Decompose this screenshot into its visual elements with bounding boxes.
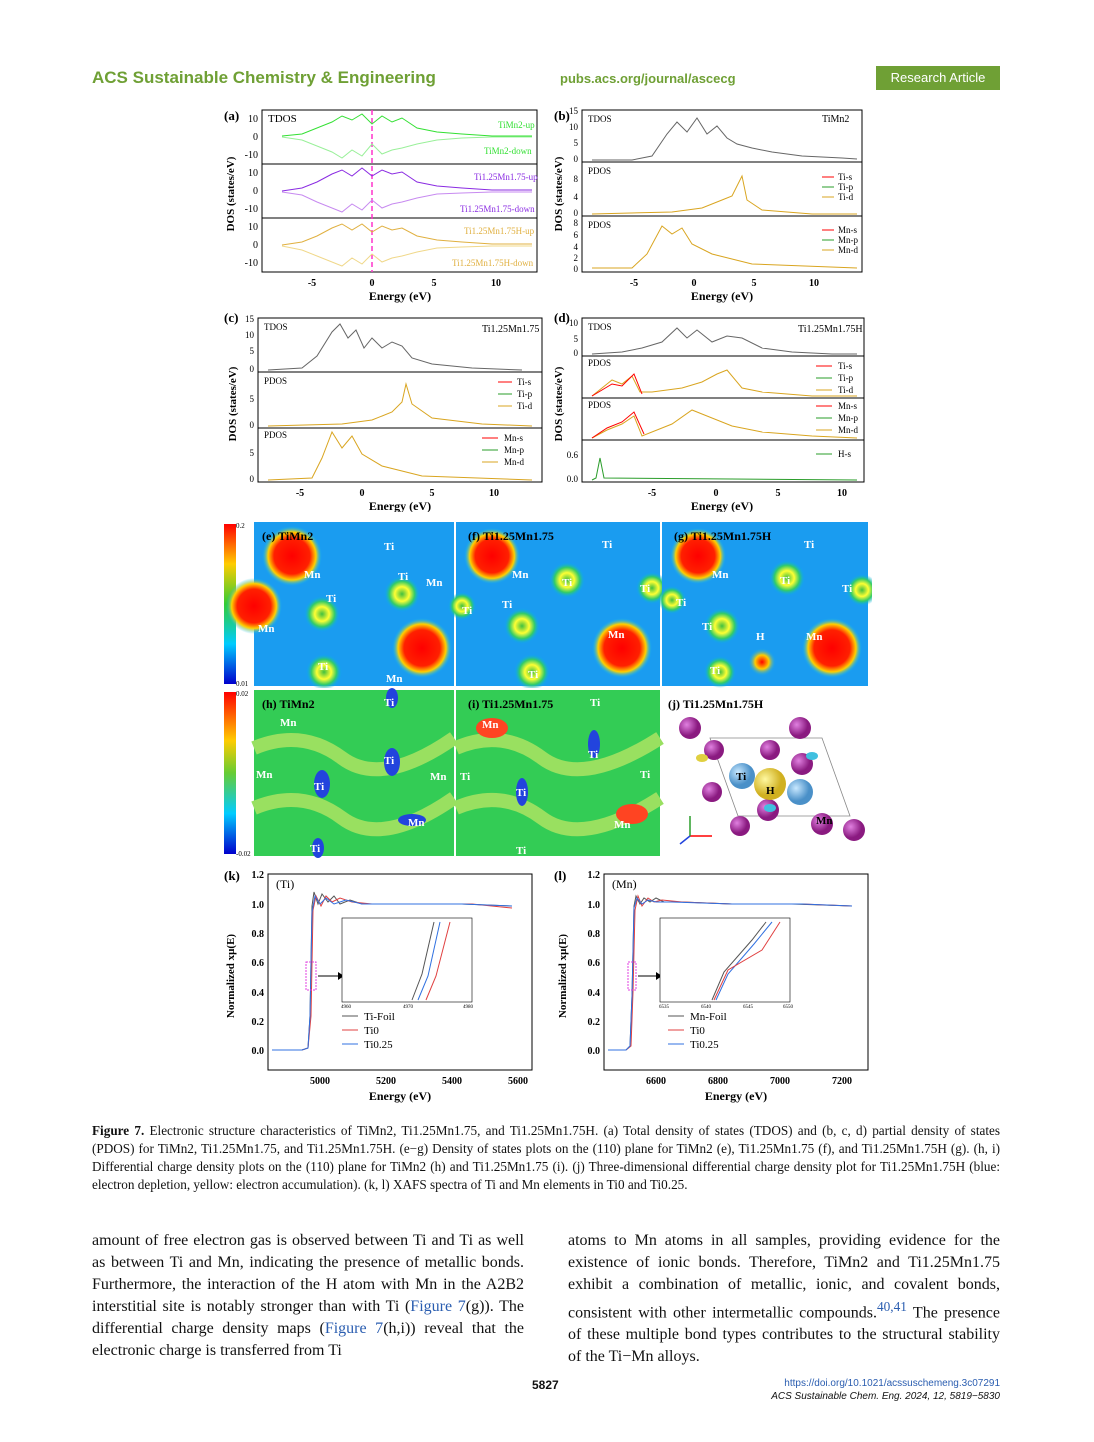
svg-text:6: 6 (573, 230, 578, 240)
svg-text:Energy (eV): Energy (eV) (690, 289, 754, 303)
svg-text:Ti: Ti (516, 845, 527, 857)
svg-text:Normalized xμ(E): Normalized xμ(E) (557, 933, 569, 1019)
legend-entry: Ti1.25Mn1.75H-up (464, 226, 535, 236)
svg-text:Ti: Ti (384, 541, 395, 553)
svg-text:0.0: 0.0 (251, 1046, 264, 1057)
svg-text:8: 8 (573, 174, 578, 184)
svg-text:Mn-p: Mn-p (838, 413, 858, 423)
svg-text:Ti: Ti (384, 697, 395, 709)
svg-text:Ti0.25: Ti0.25 (364, 1039, 393, 1051)
svg-text:Mn-p: Mn-p (838, 235, 858, 245)
svg-text:Mn: Mn (426, 577, 443, 589)
x-axis-label: Energy (eV) (368, 289, 432, 303)
svg-text:(e) TiMn2: (e) TiMn2 (262, 529, 314, 543)
svg-text:Mn-s: Mn-s (504, 433, 524, 443)
svg-text:Mn: Mn (258, 623, 275, 635)
page-header (92, 66, 1000, 92)
svg-text:Ti: Ti (318, 661, 329, 673)
svg-text:(Ti): (Ti) (276, 877, 295, 891)
svg-text:0.4: 0.4 (251, 988, 264, 999)
svg-text:Ti: Ti (398, 571, 409, 583)
svg-text:10: 10 (248, 168, 258, 179)
svg-text:Ti: Ti (804, 539, 815, 551)
svg-text:Ti0: Ti0 (364, 1025, 379, 1037)
figure-caption (92, 1122, 1000, 1194)
svg-text:0.6: 0.6 (587, 958, 600, 969)
tdos-box: TDOS (268, 113, 297, 125)
svg-text:Ti: Ti (842, 583, 853, 595)
svg-text:0: 0 (369, 278, 375, 289)
svg-text:10: 10 (569, 318, 578, 328)
figure-7 (222, 104, 872, 1104)
map-e (226, 522, 454, 688)
svg-text:5: 5 (573, 334, 578, 344)
doi-link[interactable]: https://doi.org/10.1021/acssuschemeng.3c07291 (784, 1378, 1000, 1389)
svg-text:0: 0 (249, 474, 254, 484)
legend-entry: Ti1.25Mn1.75-down (460, 204, 535, 214)
svg-text:(Mn): (Mn) (612, 877, 637, 891)
svg-text:5200: 5200 (376, 1076, 396, 1087)
svg-text:Ti0: Ti0 (690, 1025, 705, 1037)
svg-text:Mn: Mn (608, 629, 625, 641)
svg-text:0: 0 (573, 154, 578, 164)
figure-link[interactable]: Figure 7 (324, 1320, 384, 1337)
svg-text:DOS (states/eV): DOS (states/eV) (553, 156, 565, 232)
svg-text:Ti-p: Ti-p (838, 182, 854, 192)
svg-text:0.2: 0.2 (251, 1017, 264, 1028)
svg-text:-10: -10 (244, 258, 258, 269)
svg-text:0.8: 0.8 (587, 929, 600, 940)
journal-url[interactable]: pubs.acs.org/journal/ascecg (560, 71, 736, 86)
svg-text:H-s: H-s (838, 449, 851, 459)
panel-label: (a) (224, 108, 240, 123)
svg-text:1.2: 1.2 (251, 870, 264, 881)
svg-text:5: 5 (751, 278, 757, 289)
svg-text:(i) Ti1.25Mn1.75: (i) Ti1.25Mn1.75 (468, 697, 554, 711)
map-h (254, 688, 454, 858)
svg-text:15: 15 (245, 314, 254, 324)
svg-text:Ti: Ti (310, 843, 321, 855)
svg-text:Mn: Mn (614, 819, 631, 831)
svg-text:PDOS: PDOS (588, 220, 612, 230)
svg-text:Ti: Ti (502, 599, 513, 611)
svg-text:5400: 5400 (442, 1076, 462, 1087)
svg-text:0: 0 (253, 240, 258, 251)
svg-text:0.01: 0.01 (236, 680, 249, 688)
svg-text:10: 10 (248, 222, 258, 233)
svg-text:(l): (l) (554, 868, 567, 883)
article-type-badge: Research Article (876, 66, 1000, 90)
svg-text:(j) Ti1.25Mn1.75H: (j) Ti1.25Mn1.75H (668, 697, 764, 711)
svg-text:0.4: 0.4 (587, 988, 600, 999)
svg-text:Ti-p: Ti-p (517, 389, 533, 399)
svg-text:Mn-s: Mn-s (838, 225, 858, 235)
svg-text:Normalized xμ(E): Normalized xμ(E) (225, 933, 237, 1019)
svg-text:Ti: Ti (326, 593, 337, 605)
svg-text:0.2: 0.2 (236, 522, 245, 530)
svg-text:10: 10 (837, 488, 847, 499)
panel-hij-charge-density (222, 688, 872, 858)
svg-text:DOS (states/eV): DOS (states/eV) (553, 366, 565, 442)
svg-text:Mn: Mn (430, 771, 447, 783)
svg-text:6540: 6540 (701, 1005, 711, 1010)
svg-text:6545: 6545 (743, 1005, 753, 1010)
svg-text:Ti: Ti (384, 755, 395, 767)
panel-j-3d-structure (668, 697, 865, 844)
colorbar (224, 692, 236, 854)
svg-text:5: 5 (249, 346, 254, 356)
svg-text:Ti: Ti (602, 539, 613, 551)
svg-text:7000: 7000 (770, 1076, 790, 1087)
svg-text:PDOS: PDOS (264, 376, 288, 386)
caption-lead: Figure 7. (92, 1123, 145, 1138)
svg-text:Mn: Mn (304, 569, 321, 581)
panel-efg-density-maps (222, 520, 872, 688)
svg-text:Ti: Ti (702, 621, 713, 633)
svg-text:10: 10 (809, 278, 819, 289)
svg-text:6600: 6600 (646, 1076, 666, 1087)
svg-text:5600: 5600 (508, 1076, 528, 1087)
page-number: 5827 (532, 1378, 559, 1392)
svg-text:Ti-d: Ti-d (517, 401, 533, 411)
svg-text:0: 0 (713, 488, 719, 499)
svg-text:PDOS: PDOS (264, 430, 288, 440)
inset-plot (342, 918, 472, 1002)
reference-link[interactable]: 40,41 (876, 1299, 907, 1314)
svg-text:5: 5 (429, 488, 435, 499)
svg-text:-10: -10 (244, 150, 258, 161)
svg-text:Mn: Mn (386, 673, 403, 685)
series-line (282, 114, 532, 136)
svg-text:Ti-s: Ti-s (517, 377, 532, 387)
svg-text:(g) Ti1.25Mn1.75H: (g) Ti1.25Mn1.75H (674, 529, 772, 543)
svg-text:Mn: Mn (408, 817, 425, 829)
svg-text:8: 8 (573, 218, 578, 228)
svg-text:Mn-d: Mn-d (838, 425, 858, 435)
svg-text:TDOS: TDOS (588, 322, 612, 332)
svg-text:PDOS: PDOS (588, 166, 612, 176)
svg-text:10: 10 (245, 330, 254, 340)
svg-text:5000: 5000 (310, 1076, 330, 1087)
svg-text:Ti: Ti (562, 577, 573, 589)
svg-text:0: 0 (573, 348, 578, 358)
svg-text:Ti-s: Ti-s (838, 361, 853, 371)
page-footer (92, 1376, 1000, 1416)
legend-entry: Ti1.25Mn1.75H-down (452, 258, 534, 268)
panel-k-xafs-ti (222, 866, 542, 1104)
svg-text:10: 10 (489, 488, 499, 499)
inset-plot (660, 918, 790, 1002)
svg-text:Mn: Mn (712, 569, 729, 581)
svg-text:Ti: Ti (528, 669, 539, 681)
svg-text:0: 0 (573, 208, 578, 218)
svg-text:0: 0 (691, 278, 697, 289)
svg-text:Ti: Ti (590, 697, 601, 709)
svg-text:5: 5 (573, 138, 578, 148)
svg-text:10: 10 (569, 122, 578, 132)
legend-entry: TiMn2-down (484, 146, 532, 156)
svg-text:0.2: 0.2 (587, 1017, 600, 1028)
svg-text:0: 0 (249, 364, 254, 374)
svg-text:Ti1.25Mn1.75H: Ti1.25Mn1.75H (798, 324, 863, 335)
svg-text:Ti: Ti (516, 787, 527, 799)
svg-text:Ti: Ti (780, 575, 791, 587)
svg-text:Ti: Ti (736, 771, 747, 783)
legend-entry: TiMn2-up (498, 120, 535, 130)
svg-text:-5: -5 (307, 278, 317, 289)
svg-text:H: H (756, 631, 765, 643)
svg-text:Mn: Mn (512, 569, 529, 581)
svg-text:-5: -5 (295, 488, 305, 499)
svg-text:4970: 4970 (403, 1005, 413, 1010)
svg-text:Ti-d: Ti-d (838, 385, 854, 395)
svg-text:10: 10 (248, 114, 258, 125)
svg-text:Mn: Mn (482, 719, 499, 731)
body-column-right: atoms to Mn atoms in all samples, providing evidence for the existence of ionic bonds. Therefore, TiMn2 and Ti1.25Mn1.75 exhibit a combination of metallic, ionic, and covalent bonds, consistent with other intermetallic compounds.$^{40,41}$ The presence of these multiple bond types contributes to the structural stability of the Ti−Mn alloys. (568, 1232, 1001, 1366)
svg-text:Energy (eV): Energy (eV) (704, 1089, 768, 1103)
svg-text:(d): (d) (554, 310, 570, 325)
svg-text:PDOS: PDOS (588, 400, 612, 410)
svg-text:0.0: 0.0 (566, 474, 578, 484)
svg-text:10: 10 (491, 278, 501, 289)
svg-text:0.6: 0.6 (566, 450, 578, 460)
svg-text:Mn: Mn (816, 815, 833, 827)
svg-text:(k): (k) (224, 868, 240, 883)
svg-text:TDOS: TDOS (588, 114, 612, 124)
svg-text:-10: -10 (244, 204, 258, 215)
body-column-left: amount of free electron gas is observed between Ti and Ti as well as between Ti and Mn, indicating the presence of metallic bonds. Furthermore, the interaction of the H atom with Mn in the A2B2 interstitial site is notably stronger than with Ti (Figure 7(g)). The differential charge density maps (Figure 7(h,i)) reveal that the electronic charge is transferred from Ti (92, 1232, 525, 1359)
svg-text:-0.02: -0.02 (236, 850, 251, 858)
svg-text:Mn: Mn (280, 717, 297, 729)
svg-text:Mn-p: Mn-p (504, 445, 524, 455)
svg-text:Mn: Mn (806, 631, 823, 643)
panel-a-tdos (222, 104, 542, 304)
journal-name[interactable]: ACS Sustainable Chemistry & Engineering (92, 68, 436, 87)
svg-text:0.6: 0.6 (251, 958, 264, 969)
y-axis-label: DOS (states/eV) (225, 156, 237, 232)
caption-text: Electronic structure characteristics of TiMn2, Ti1.25Mn1.75, and Ti1.25Mn1.75H. (a) Total density of states (TDOS) and (b, c, d) partial density of states (PDOS) for TiMn2, Ti1.25Mn1.75, and Ti1.25Mn1.75H. (e−g) Density of states plots on the (110) plane for TiMn2 (e), Ti1.25Mn1.75 (f), and Ti1.25Mn1.75H (g). (h, i) Differential charge density plots on the (110) plane for TiMn2 (h) and Ti1.25Mn1.75 (i). (j) Three-dimensional differential charge density plot for Ti1.25Mn1.75H (blue: electron depletion, yellow: electron accumulation). (k, l) XAFS spectra of Ti and Mn elements in Ti0 and Ti0.25. (92, 1123, 1000, 1192)
svg-text:TDOS: TDOS (264, 322, 288, 332)
svg-text:Mn-s: Mn-s (838, 401, 858, 411)
svg-text:0.8: 0.8 (251, 929, 264, 940)
svg-text:Ti1.25Mn1.75: Ti1.25Mn1.75 (482, 324, 540, 335)
svg-text:0: 0 (249, 420, 254, 430)
svg-text:Ti-d: Ti-d (838, 192, 854, 202)
svg-text:Energy (eV): Energy (eV) (368, 499, 432, 512)
panel-b-pdos (552, 104, 872, 304)
svg-text:1.0: 1.0 (587, 900, 600, 911)
svg-text:-5: -5 (647, 488, 657, 499)
svg-text:0.0: 0.0 (587, 1046, 600, 1057)
svg-text:1.2: 1.2 (587, 870, 600, 881)
citation: ACS Sustainable Chem. Eng. 2024, 12, 5819−5830 (771, 1391, 1000, 1402)
svg-text:Ti-Foil: Ti-Foil (364, 1011, 395, 1023)
svg-text:0: 0 (253, 186, 258, 197)
map-g (658, 522, 872, 688)
panel-l-xafs-mn (552, 866, 872, 1104)
svg-text:2: 2 (573, 253, 578, 263)
svg-text:Energy (eV): Energy (eV) (368, 1089, 432, 1103)
panel-d-pdos (552, 308, 872, 512)
svg-text:(h) TiMn2: (h) TiMn2 (262, 697, 315, 711)
svg-text:Ti: Ti (462, 605, 473, 617)
svg-text:Mn-Foil: Mn-Foil (690, 1011, 727, 1023)
map-i (456, 690, 660, 857)
svg-text:4960: 4960 (341, 1005, 351, 1010)
svg-text:5: 5 (249, 448, 254, 458)
legend-entry: Ti1.25Mn1.75-up (474, 172, 538, 182)
svg-text:Ti-s: Ti-s (838, 172, 853, 182)
svg-text:Ti-p: Ti-p (838, 373, 854, 383)
svg-text:(f) Ti1.25Mn1.75: (f) Ti1.25Mn1.75 (468, 529, 554, 543)
svg-text:Ti0.25: Ti0.25 (690, 1039, 719, 1051)
svg-text:Ti: Ti (460, 771, 471, 783)
figure-link[interactable]: Figure 7 (410, 1298, 466, 1315)
svg-text:-5: -5 (629, 278, 639, 289)
svg-text:Ti: Ti (640, 583, 651, 595)
svg-text:Ti: Ti (640, 769, 651, 781)
svg-text:Ti: Ti (710, 665, 721, 677)
svg-text:0: 0 (359, 488, 365, 499)
svg-text:(b): (b) (554, 108, 570, 123)
svg-text:Mn-d: Mn-d (838, 245, 858, 255)
svg-text:7200: 7200 (832, 1076, 852, 1087)
panel-title: TiMn2 (822, 114, 850, 125)
svg-text:15: 15 (569, 106, 578, 116)
svg-text:0: 0 (253, 132, 258, 143)
svg-text:4: 4 (573, 192, 578, 202)
svg-text:6800: 6800 (708, 1076, 728, 1087)
svg-text:0.02: 0.02 (236, 690, 249, 698)
panel-c-pdos (222, 308, 547, 512)
svg-text:Ti: Ti (588, 749, 599, 761)
svg-text:1.0: 1.0 (251, 900, 264, 911)
svg-text:6535: 6535 (659, 1005, 669, 1010)
svg-text:5: 5 (775, 488, 781, 499)
svg-text:5: 5 (431, 278, 437, 289)
svg-text:Mn-d: Mn-d (504, 457, 524, 467)
svg-text:(c): (c) (224, 310, 239, 325)
svg-text:6550: 6550 (783, 1005, 793, 1010)
svg-text:DOS (states/eV): DOS (states/eV) (227, 366, 239, 442)
svg-text:Ti: Ti (676, 597, 687, 609)
svg-text:5: 5 (249, 394, 254, 404)
svg-text:4980: 4980 (463, 1005, 473, 1010)
svg-text:Ti: Ti (314, 781, 325, 793)
svg-text:H: H (766, 785, 775, 797)
svg-text:PDOS: PDOS (588, 358, 612, 368)
map-f (448, 522, 668, 688)
svg-text:0: 0 (573, 264, 578, 274)
svg-text:4: 4 (573, 242, 578, 252)
svg-text:Mn: Mn (256, 769, 273, 781)
svg-text:Energy (eV): Energy (eV) (690, 499, 754, 512)
